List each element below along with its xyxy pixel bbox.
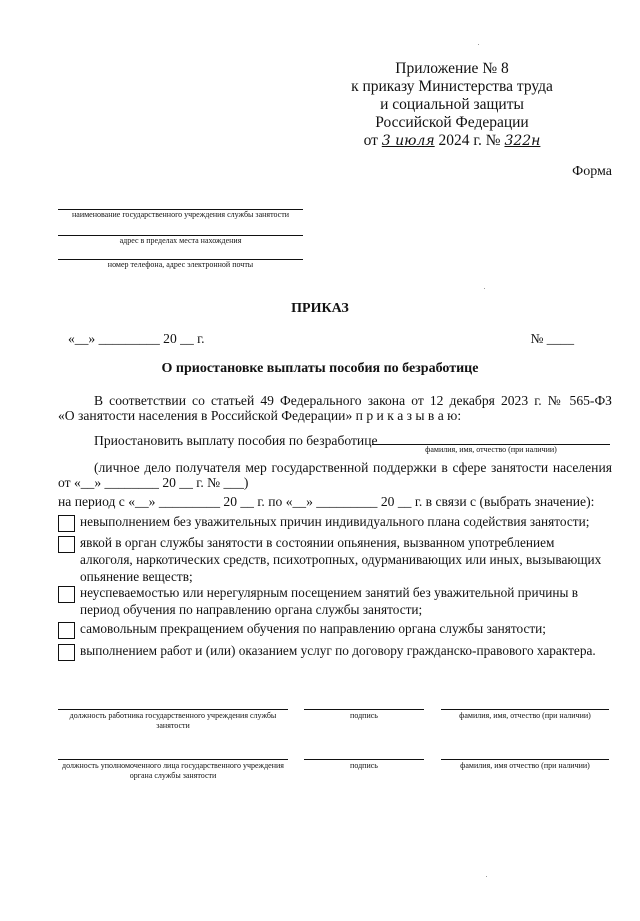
appendix-number: Приложение № 8 [395,60,509,77]
appendix-ministry-line2: и социальной защиты [380,96,524,113]
option-checkbox-3[interactable] [58,586,75,603]
handwritten-date: 3 июля [381,133,435,149]
sig2-fio-line [441,759,609,760]
option-text-5: выполнением работ и (или) оказанием услуг по договору гражданско-правового характера. [80,643,596,658]
sig1-position-line [58,709,288,710]
appendix-ministry-line: к приказу Министерства труда [351,78,553,95]
order-subject: О приостановке выплаты пособия по безработице [161,361,479,376]
option-text-3: неуспеваемостью или нерегулярным посещением занятий без уважительной причины в период обучения по направлению органа службы занятости; [80,585,579,617]
sig2-position-line [58,759,288,760]
body-suspend-text: Приостановить выплату пособия по безработице [94,433,378,448]
option-checkbox-1[interactable] [58,515,75,532]
form-label: Форма [572,164,612,179]
option-checkbox-5[interactable] [58,644,75,661]
option-text-2: явкой в орган службы занятости в состоянии опьянения, вызванном употреблением алкоголя, наркотических средств, психотропных, одурманивающих или иных, вызывающих опьянение веществ; [80,535,602,584]
scan-speck [486,876,487,877]
sig2-position-caption: должность уполномоченного лица государственного учреждения органа службы занятости [62,761,284,780]
institution-contacts-caption: номер телефона, адрес электронной почты [107,260,254,269]
appendix-date-line [322,132,582,150]
period-line: на период с «__» _________ 20 __ г. по «__» _________ 20 __ г. в связи с (выбрать значение): [58,494,595,509]
option-text-1: невыполнением без уважительных причин индивидуального плана содействия занятости; [80,514,590,529]
date-prefix: от [363,132,378,149]
sig1-position-caption: должность работника государственного учреждения службы занятости [69,711,277,730]
sig1-fio-caption: фамилия, имя, отчество (при наличии) [459,711,591,720]
option-checkbox-4[interactable] [58,622,75,639]
fio-caption: фамилия, имя, отчество (при наличии) [425,445,557,454]
order-number-line: № ____ [530,331,574,346]
case-line2: от «__» ________ 20 __ г. № ___) [58,475,249,490]
scan-speck [478,44,479,45]
sig2-fio-caption: фамилия, имя отчество (при наличии) [460,761,590,770]
body-basis-line2: «О занятости населения в Российской Федерации» п р и к а з ы в а ю: [58,408,462,423]
sig1-signature-caption: подпись [350,711,378,720]
institution-address-caption: адрес в пределах места нахождения [119,236,242,245]
option-checkbox-2[interactable] [58,536,75,553]
sig2-signature-caption: подпись [350,761,378,770]
scan-speck [484,288,485,289]
date-year: 2024 г. № [438,132,501,149]
order-title: ПРИКАЗ [291,301,349,316]
order-date-line: «__» _________ 20 __ г. [68,331,205,346]
option-text-4: самовольным прекращением обучения по направлению органа службы занятости; [80,621,546,636]
sig1-fio-line [441,709,609,710]
institution-name-caption: наименование государственного учреждения службы занятости [71,210,290,219]
sig2-signature-line [304,759,424,760]
sig1-signature-line [304,709,424,710]
body-basis-line1: В соответствии со статьей 49 Федерального закона от 12 декабря 2023 г. № 565-ФЗ [94,393,612,408]
case-line1: (личное дело получателя мер государственной поддержки в сфере занятости населения [94,460,612,475]
appendix-federation-line: Российской Федерации [375,114,529,131]
appendix-header [322,60,582,150]
handwritten-number: 322н [504,133,541,149]
